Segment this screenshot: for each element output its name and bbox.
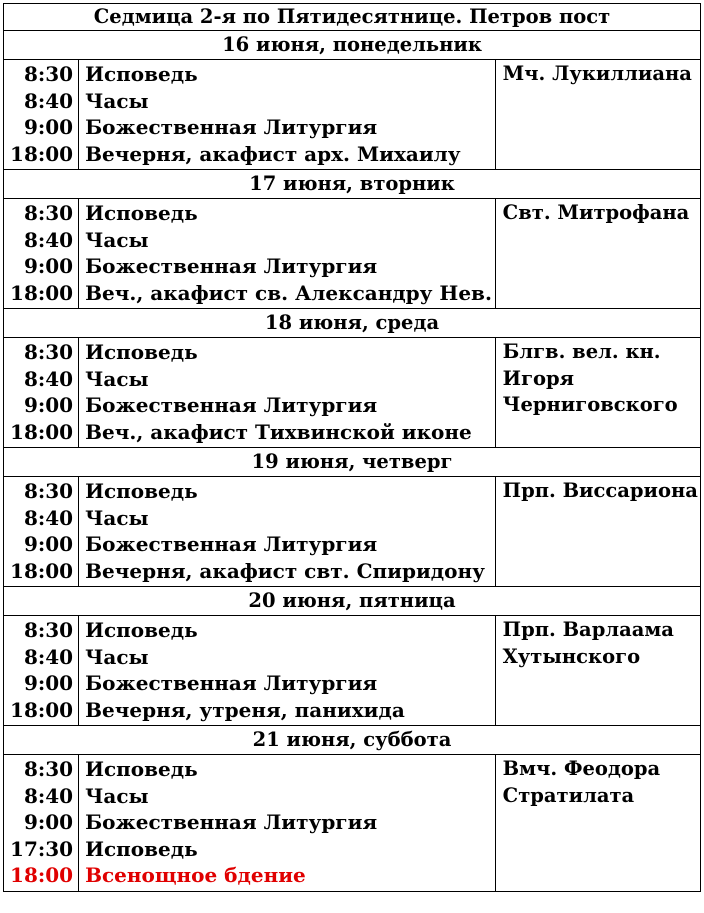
saint-of-day: [495, 60, 700, 170]
saint-of-day: [495, 616, 700, 726]
service-name: Вечерня, акафист свт. Спиридону: [85, 558, 485, 583]
service-time: 18:00: [10, 697, 74, 722]
service-time: 9:00: [23, 254, 74, 278]
service-times: [4, 477, 79, 587]
schedule-table: [3, 3, 701, 892]
service-names: [79, 199, 496, 309]
service-time: 9:00: [23, 115, 74, 139]
service-name: Исповедь: [85, 479, 198, 503]
service-time: 18:00: [10, 280, 74, 305]
day-header-row: [4, 31, 701, 60]
service-name: Божественная Литургия: [85, 115, 378, 139]
day-header-row: [4, 587, 701, 616]
day-header-row: [4, 726, 701, 755]
saint-line: Игоря: [502, 366, 575, 390]
saint-of-day: [495, 338, 700, 448]
day-services-row: [4, 199, 701, 309]
day-header-row: [4, 309, 701, 338]
service-name: Часы: [85, 227, 149, 252]
service-time: 18:00: [10, 141, 74, 166]
service-name: Вечерня, акафист арх. Михаилу: [85, 141, 461, 166]
saint-line: Мч. Лукиллиана: [502, 62, 692, 85]
day-services-row: [4, 616, 701, 726]
service-name: Часы: [85, 88, 149, 113]
service-times: [4, 616, 79, 726]
schedule-title: Седмица 2-я по Пятидесятнице. Петров пост: [4, 4, 701, 31]
service-time: 9:00: [23, 532, 74, 556]
service-time: 8:40: [23, 505, 74, 530]
service-time: 18:00: [10, 419, 74, 444]
service-name: Исповедь: [85, 62, 198, 86]
service-name: Всенощное бдение: [85, 863, 306, 887]
saint-of-day: [495, 477, 700, 587]
service-time: 17:30: [10, 836, 74, 861]
service-time: 18:00: [10, 558, 74, 583]
service-time: 9:00: [23, 393, 74, 417]
service-name: Исповедь: [85, 757, 198, 781]
day-date: 16 июня, понедельник: [4, 31, 701, 60]
service-name: Исповедь: [85, 201, 198, 225]
service-name: Божественная Литургия: [85, 254, 378, 278]
service-time: 9:00: [23, 810, 74, 834]
service-time: 8:30: [23, 340, 74, 364]
service-times: [4, 338, 79, 448]
service-names: [79, 60, 496, 170]
day-date: 18 июня, среда: [4, 309, 701, 338]
service-name: Часы: [85, 644, 149, 669]
service-time: 8:30: [23, 618, 74, 642]
saint-line: Вмч. Феодора: [502, 757, 661, 780]
service-name: Исповедь: [85, 340, 198, 364]
day-services-row: [4, 755, 701, 892]
service-time: 8:40: [23, 366, 74, 391]
service-names: [79, 477, 496, 587]
day-date: 21 июня, суббота: [4, 726, 701, 755]
day-date: 19 июня, четверг: [4, 448, 701, 477]
day-header-row: [4, 170, 701, 199]
service-names: [79, 616, 496, 726]
service-times: [4, 60, 79, 170]
service-time: 8:40: [23, 88, 74, 113]
service-time: 8:40: [23, 227, 74, 252]
service-name: Божественная Литургия: [85, 671, 378, 695]
service-times: [4, 755, 79, 892]
saint-line: Прп. Варлаама: [502, 618, 674, 641]
saint-of-day: [495, 199, 700, 309]
service-time: 8:30: [23, 62, 74, 86]
saint-line: Черниговского: [502, 393, 678, 416]
day-services-row: [4, 477, 701, 587]
service-time: 8:40: [23, 783, 74, 808]
service-name: Часы: [85, 505, 149, 530]
day-date: 20 июня, пятница: [4, 587, 701, 616]
saint-line: Прп. Виссариона: [502, 479, 698, 502]
title-row: [4, 4, 701, 31]
service-name: Часы: [85, 783, 149, 808]
service-name: Веч., акафист св. Александру Нев.: [85, 280, 492, 305]
day-date: 17 июня, вторник: [4, 170, 701, 199]
saint-line: Свт. Митрофана: [502, 201, 690, 224]
service-times: [4, 199, 79, 309]
service-name: Божественная Литургия: [85, 532, 378, 556]
service-time: 9:00: [23, 671, 74, 695]
service-name: Вечерня, утреня, панихида: [85, 697, 405, 722]
service-name: Веч., акафист Тихвинской иконе: [85, 419, 472, 444]
service-name: Божественная Литургия: [85, 810, 378, 834]
service-time: 8:30: [23, 201, 74, 225]
service-time: 18:00: [10, 863, 74, 887]
service-name: Исповедь: [85, 836, 198, 861]
day-services-row: [4, 338, 701, 448]
service-name: Исповедь: [85, 618, 198, 642]
service-time: 8:30: [23, 757, 74, 781]
schedule-body: [4, 4, 701, 892]
service-time: 8:30: [23, 479, 74, 503]
day-services-row: [4, 60, 701, 170]
saint-of-day: [495, 755, 700, 892]
service-name: Часы: [85, 366, 149, 391]
service-name: Божественная Литургия: [85, 393, 378, 417]
saint-line: Стратилата: [502, 783, 635, 807]
day-header-row: [4, 448, 701, 477]
service-time: 8:40: [23, 644, 74, 669]
service-names: [79, 755, 496, 892]
saint-line: Блгв. вел. кн.: [502, 340, 661, 363]
saint-line: Хутынского: [502, 644, 641, 668]
service-names: [79, 338, 496, 448]
